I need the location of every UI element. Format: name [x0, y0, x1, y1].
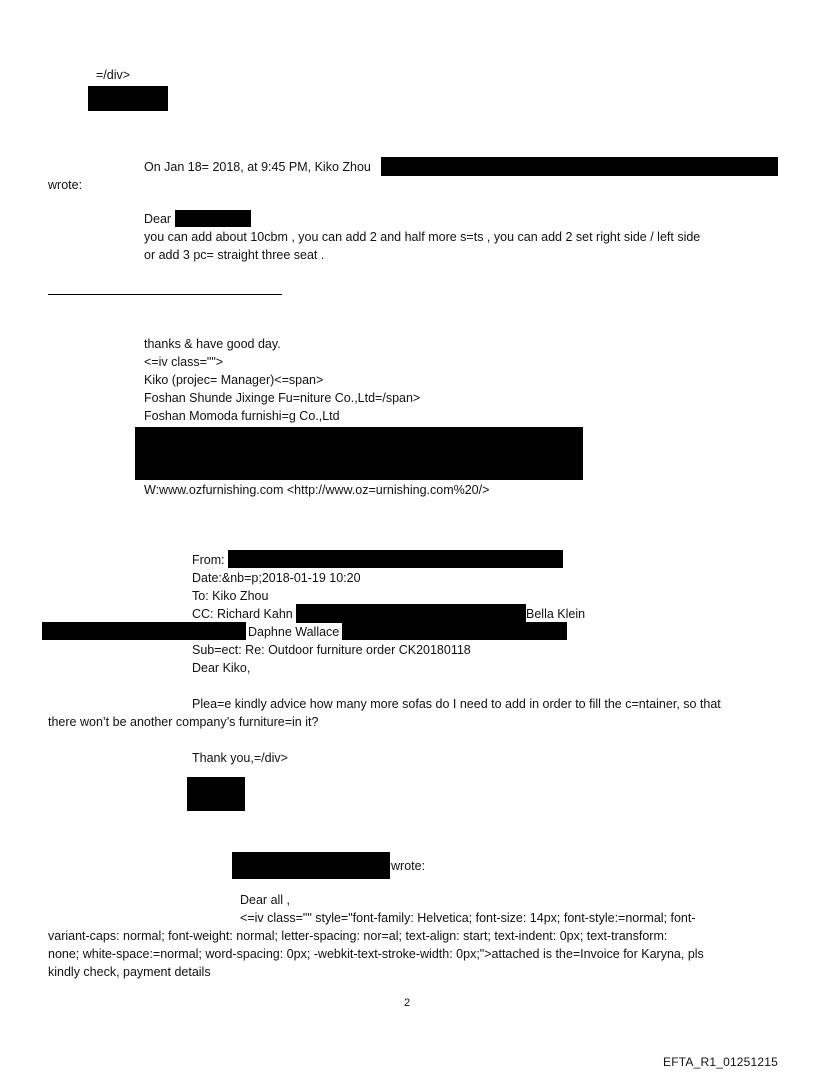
from-label: From: [192, 553, 225, 567]
redaction-box [187, 777, 245, 811]
forwarded-body-line: there won’t be another company’s furniture=in it? [48, 715, 319, 729]
reply-header: On Jan 18= 2018, at 9:45 PM, Kiko Zhou [144, 160, 371, 174]
signature-line: Kiko (projec= Manager)<=span> [144, 373, 324, 387]
nested-body-line: variant-caps: normal; font-weight: normal; letter-spacing: nor=al; text-align: start; text-indent: 0px; text-transform: [48, 929, 668, 943]
redaction-box [232, 852, 390, 879]
nested-salutation: Dear all , [240, 893, 291, 907]
reply-body-line: or add 3 pc= straight three seat . [144, 248, 325, 262]
cc-name: Daphne Wallace [248, 625, 340, 639]
redaction-box [135, 427, 583, 480]
redaction-box [175, 210, 251, 227]
cc-line: CC: Richard Kahn [192, 607, 293, 621]
nested-wrote: wrote: [391, 859, 426, 873]
signature-line: thanks & have good day. [144, 337, 281, 351]
redaction-box [42, 622, 246, 640]
signature-website: W:www.ozfurnishing.com <http://www.oz=urnishing.com%20/> [144, 483, 490, 497]
div-close-text: =/div> [96, 68, 131, 82]
forwarded-body-line: Plea=e kindly advice how many more sofas do I need to add in order to fill the c=ntainer, so that [192, 697, 721, 711]
redaction-box [228, 550, 563, 568]
reply-salutation: Dear [144, 212, 172, 226]
forwarded-salutation: Dear Kiko, [192, 661, 251, 675]
date-line: Date:&nb=p;2018-01-19 10:20 [192, 571, 361, 585]
redaction-box [342, 622, 567, 640]
signature-line: <=iv class=""> [144, 355, 224, 369]
redaction-box [296, 604, 526, 623]
nested-body-line: none; white-space:=normal; word-spacing: 0px; -webkit-text-stroke-width: 0px;">attached is the=Invoice for Karyna, pls [48, 947, 704, 961]
document-id: EFTA_R1_01251215 [663, 1055, 779, 1069]
redaction-box [381, 157, 778, 176]
subject-line: Sub=ect: Re: Outdoor furniture order CK20180118 [192, 643, 471, 657]
page-number: 2 [404, 997, 411, 1009]
redaction-box [88, 86, 168, 111]
nested-body-line: kindly check, payment details [48, 965, 211, 979]
reply-body-line: you can add about 10cbm , you can add 2 and half more s=ts , you can add 2 set right side / left side [144, 230, 701, 244]
reply-wrote: wrote: [48, 178, 83, 192]
nested-body-line: <=iv class="" style="font-family: Helvetica; font-size: 14px; font-style:=normal; font- [240, 911, 696, 925]
cc-name: Bella Klein [526, 607, 586, 621]
signature-line: Foshan Shunde Jixinge Fu=niture Co.,Ltd=/span> [144, 391, 421, 405]
forwarded-closing: Thank you,=/div> [192, 751, 288, 765]
to-line: To: Kiko Zhou [192, 589, 269, 603]
signature-line: Foshan Momoda furnishi=g Co.,Ltd [144, 409, 340, 423]
separator-line [48, 294, 282, 295]
